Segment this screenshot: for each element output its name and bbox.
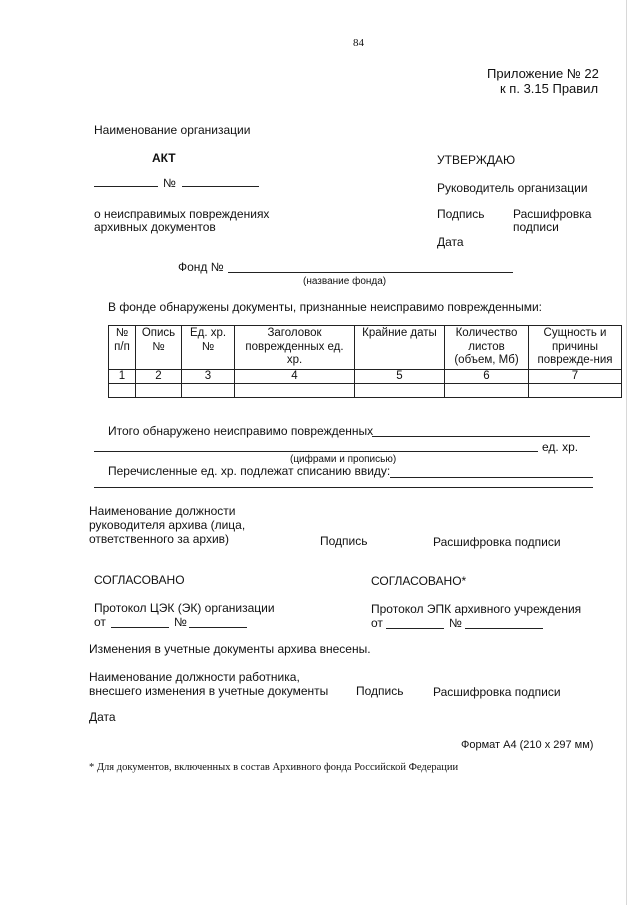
archive-head-line3: ответственного за архив) [89,532,230,546]
footnote: * Для документов, включенных в состав Архивного фонда Российской Федерации [89,762,459,773]
header-cell: № п/п [109,326,136,370]
table-row [109,369,622,384]
approve-head: Руководитель организации [437,181,588,195]
total-label: Итого обнаружено неисправимо поврежденных [108,424,374,438]
agreed-left-number-line [189,627,247,628]
date-label: Дата [89,710,116,724]
fund-caption: (название фонда) [303,276,387,287]
archive-head-decoding: Расшифровка подписи [433,535,561,549]
write-off-line-1 [390,477,593,478]
approve-signature: Подпись [437,207,485,221]
table-cell [445,384,529,398]
act-number-line [182,186,259,187]
agreed-left-number-sign: № [174,615,187,629]
act-subject-line1: о неисправимых повреждениях [94,207,270,221]
fund-line [228,272,513,273]
table-cell [136,384,182,398]
table-cell: 6 [445,369,529,384]
header-cell: Крайние даты [355,326,445,370]
page-number: 84 [353,37,364,49]
agreed-left-protocol: Протокол ЦЭК (ЭК) организации [94,601,275,615]
approve-decoding-line1: Расшифровка [513,207,592,221]
damaged-documents-table [108,325,622,398]
archive-head-signature: Подпись [320,534,368,548]
total-unit: ед. хр. [542,440,579,454]
table-row [109,384,622,398]
approve-date: Дата [437,235,464,249]
table-cell: 4 [235,369,355,384]
employee-line1: Наименование должности работника, [89,670,300,684]
org-name-label: Наименование организации [94,123,251,137]
header-cell: Количество листов (объем, Мб) [445,326,529,370]
total-caption: (цифрами и прописью) [290,454,397,465]
approve-decoding-line2: подписи [513,220,559,234]
fund-label: Фонд № [178,260,224,274]
approve-title: УТВЕРЖДАЮ [437,153,516,167]
table-cell: 3 [182,369,235,384]
act-title: АКТ [152,151,176,165]
act-subject-line2: архивных документов [94,220,216,234]
agreed-left-from: от [94,615,106,629]
table-cell [109,384,136,398]
employee-decoding: Расшифровка подписи [433,685,561,699]
agreed-left-date-line [111,627,169,628]
appendix-reference: к п. 3.15 Правил [500,81,599,96]
header-cell: Заголовок поврежденных ед. хр. [235,326,355,370]
table-header-row [109,326,622,370]
total-line-2 [94,451,538,452]
agreed-right-number-line [465,628,543,629]
found-text: В фонде обнаружены документы, признанные неисправимо поврежденными: [108,300,542,314]
agreed-right-from: от [371,616,383,630]
table-cell [355,384,445,398]
agreed-right-title: СОГЛАСОВАНО* [371,574,467,588]
act-number-sign: № [163,176,176,190]
changes-text: Изменения в учетные документы архива внесены. [89,642,371,656]
table-cell: 1 [109,369,136,384]
header-cell: Сущность и причины поврежде-ния [529,326,622,370]
appendix-title: Приложение № 22 [487,66,599,81]
table-cell: 5 [355,369,445,384]
total-line-1 [372,436,590,437]
agreed-right-number-sign: № [449,616,462,630]
agreed-left-title: СОГЛАСОВАНО [94,573,185,587]
write-off-line-2 [94,487,593,488]
table-cell [235,384,355,398]
format-text: Формат А4 (210 х 297 мм) [461,739,594,751]
table-cell [182,384,235,398]
archive-head-line2: руководителя архива (лица, [89,518,246,532]
employee-line2: внесшего изменения в учетные документы [89,684,329,698]
header-cell: Ед. хр. № [182,326,235,370]
page-edge [626,0,627,905]
agreed-right-date-line [386,628,444,629]
write-off-label: Перечисленные ед. хр. подлежат списанию ввиду: [108,464,391,478]
archive-head-line1: Наименование должности [89,504,236,518]
header-cell: Опись № [136,326,182,370]
employee-signature: Подпись [356,684,404,698]
act-date-line [94,186,158,187]
agreed-right-protocol: Протокол ЭПК архивного учреждения [371,602,582,616]
table-cell [529,384,622,398]
table-cell: 2 [136,369,182,384]
table-cell: 7 [529,369,622,384]
